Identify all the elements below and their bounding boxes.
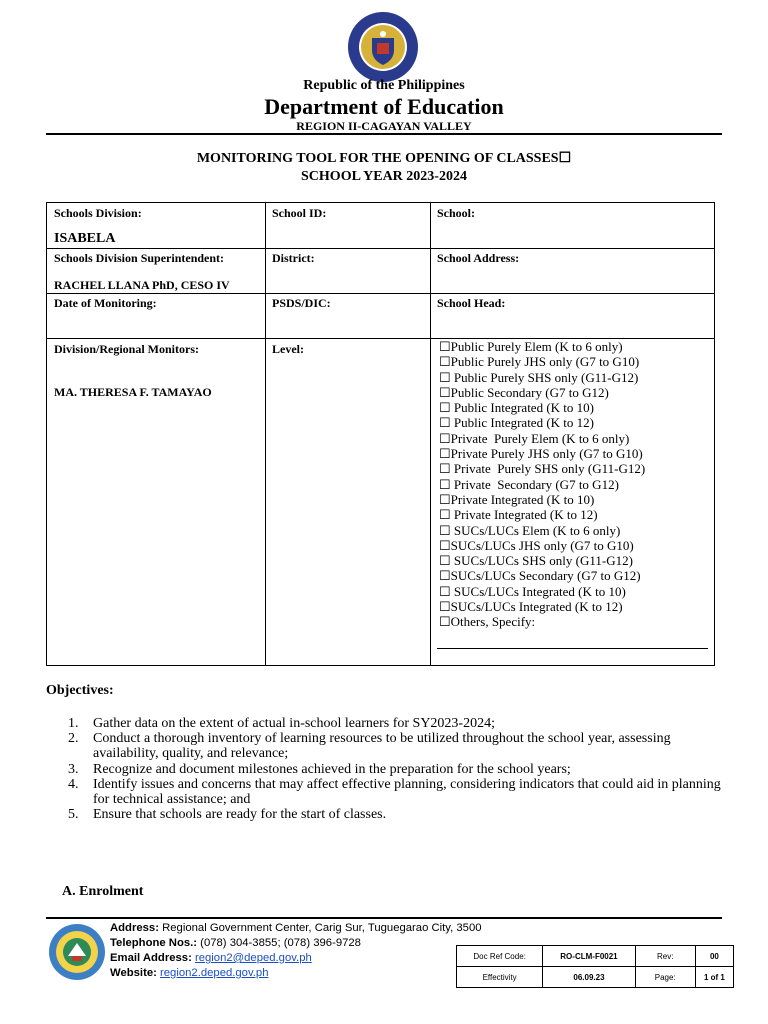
rev-label: Rev: — [635, 946, 695, 967]
level-option[interactable]: ☐Others, Specify: — [439, 614, 536, 630]
level-option[interactable]: ☐ Private Secondary (G7 to G12) — [439, 476, 619, 492]
website-link[interactable]: region2.deped.gov.ph — [160, 967, 269, 979]
sds-value[interactable]: RACHEL LLANA PhD, CESO IV — [54, 278, 230, 292]
level-option[interactable]: ☐Private Purely Elem (K to 6 only) — [439, 430, 630, 446]
level-option[interactable]: ☐Private Integrated (K to 10) — [439, 491, 595, 507]
level-option[interactable]: ☐Public Secondary (G7 to G12) — [439, 384, 609, 400]
objective-item — [68, 807, 728, 822]
level-option[interactable]: ☐ Public Integrated (K to 10) — [439, 400, 594, 416]
deped-seal-logo — [346, 10, 420, 84]
region-line: REGION II-CAGAYAN VALLEY — [296, 119, 472, 133]
monitors-value[interactable]: MA. THERESA F. TAMAYAO — [54, 385, 212, 399]
page-label: Page: — [635, 967, 695, 988]
phone-row: Telephone Nos.: (078) 304-3855; (078) 396-9728 — [110, 937, 361, 949]
objective-number: 5. — [68, 807, 79, 823]
monitors-label: Division/Regional Monitors: — [54, 342, 200, 356]
header-divider — [46, 133, 722, 135]
republic-line: Republic of the Philippines — [303, 78, 465, 93]
objective-number: 3. — [68, 761, 79, 777]
level-option[interactable]: ☐Public Purely JHS only (G7 to G10) — [439, 354, 640, 370]
level-option[interactable]: ☐SUCs/LUCs Integrated (K to 12) — [439, 599, 623, 615]
school-address-label: School Address: — [437, 251, 520, 265]
objective-item — [68, 777, 728, 807]
level-option[interactable]: ☐Public Purely Elem (K to 6 only) — [439, 339, 623, 354]
objective-number: 1. — [68, 716, 79, 731]
school-label: School: — [437, 206, 476, 220]
objective-item — [68, 731, 728, 761]
level-option[interactable]: ☐ SUCs/LUCs Integrated (K to 10) — [439, 583, 626, 599]
page-value: 1 of 1 — [695, 967, 733, 988]
form-title: MONITORING TOOL FOR THE OPENING OF CLASSES☐ — [196, 151, 572, 166]
objectives-heading: Objectives: — [46, 683, 114, 698]
school-year-title: SCHOOL YEAR 2023-2024 — [301, 169, 467, 184]
objective-text: Ensure that schools are ready for the start of classes. — [93, 807, 387, 823]
website-row: Website: region2.deped.gov.ph — [110, 967, 269, 979]
level-option[interactable]: ☐Private Purely JHS only (G7 to G10) — [439, 446, 643, 462]
email-link[interactable]: region2@deped.gov.ph — [194, 952, 312, 964]
objective-item — [68, 716, 728, 731]
region-ii-logo — [48, 923, 106, 981]
department-title: Department of Education — [264, 94, 504, 119]
objective-text: Gather data on the extent of actual in-school learners for SY2023-2024; — [93, 716, 495, 731]
effectivity-value: 06.09.23 — [543, 967, 635, 988]
monitoring-form-table — [46, 202, 715, 666]
level-option[interactable]: ☐ Private Integrated (K to 12) — [439, 507, 598, 523]
objectives-list — [68, 716, 728, 822]
level-option[interactable]: ☐ SUCs/LUCs SHS only (G11-G12) — [439, 553, 633, 569]
address-row: Address: Regional Government Center, Carig Sur, Tuguegarao City, 3500 — [110, 922, 482, 934]
schools-division-value[interactable]: ISABELA — [54, 231, 116, 246]
level-checklist — [439, 339, 645, 630]
objective-text: Identify issues and concerns that may affect effective planning, considering indicators that could aid in planning for technical assistance; and — [93, 776, 721, 808]
date-of-monitoring-label: Date of Monitoring: — [54, 296, 157, 310]
rev-value: 00 — [695, 946, 733, 967]
objective-text: Conduct a thorough inventory of learning resources to be utilized throughout the school year, assessing availability, quality, and relevance; — [93, 731, 671, 762]
row-divider — [47, 293, 714, 294]
row-divider — [47, 248, 714, 249]
objective-item — [68, 762, 728, 777]
level-option[interactable]: ☐ SUCs/LUCs Elem (K to 6 only) — [439, 522, 621, 538]
sds-label: Schools Division Superintendent: — [54, 251, 225, 265]
column-divider — [265, 203, 266, 665]
doc-ref-label: Doc Ref Code: — [457, 946, 543, 967]
district-label: District: — [272, 251, 315, 265]
objective-text: Recognize and document milestones achieved in the preparation for the school years; — [93, 761, 571, 777]
school-id-label: School ID: — [272, 206, 327, 220]
objective-number: 2. — [68, 731, 79, 747]
document-reference-table — [456, 945, 734, 988]
level-option[interactable]: ☐SUCs/LUCs JHS only (G7 to G10) — [439, 537, 634, 553]
effectivity-label: Effectivity — [457, 967, 543, 988]
doc-ref-value: RO-CLM-F0021 — [543, 946, 635, 967]
schools-division-label: Schools Division: — [54, 206, 142, 220]
level-label: Level: — [272, 342, 304, 356]
level-option[interactable]: ☐ Private Purely SHS only (G11-G12) — [439, 461, 646, 477]
level-option[interactable]: ☐SUCs/LUCs Secondary (G7 to G12) — [439, 568, 641, 584]
column-divider — [430, 203, 431, 665]
footer-divider — [46, 917, 722, 919]
footer-contact — [110, 921, 482, 981]
section-a-heading: A. Enrolment — [62, 884, 144, 899]
psds-label: PSDS/DIC: — [272, 296, 331, 310]
level-option[interactable]: ☐ Public Integrated (K to 12) — [439, 415, 594, 431]
school-head-label: School Head: — [437, 296, 506, 310]
level-option[interactable]: ☐ Public Purely SHS only (G11-G12) — [439, 369, 639, 385]
email-row: Email Address: region2@deped.gov.ph — [110, 952, 312, 964]
others-specify-line[interactable] — [437, 648, 708, 649]
objective-number: 4. — [68, 776, 79, 792]
